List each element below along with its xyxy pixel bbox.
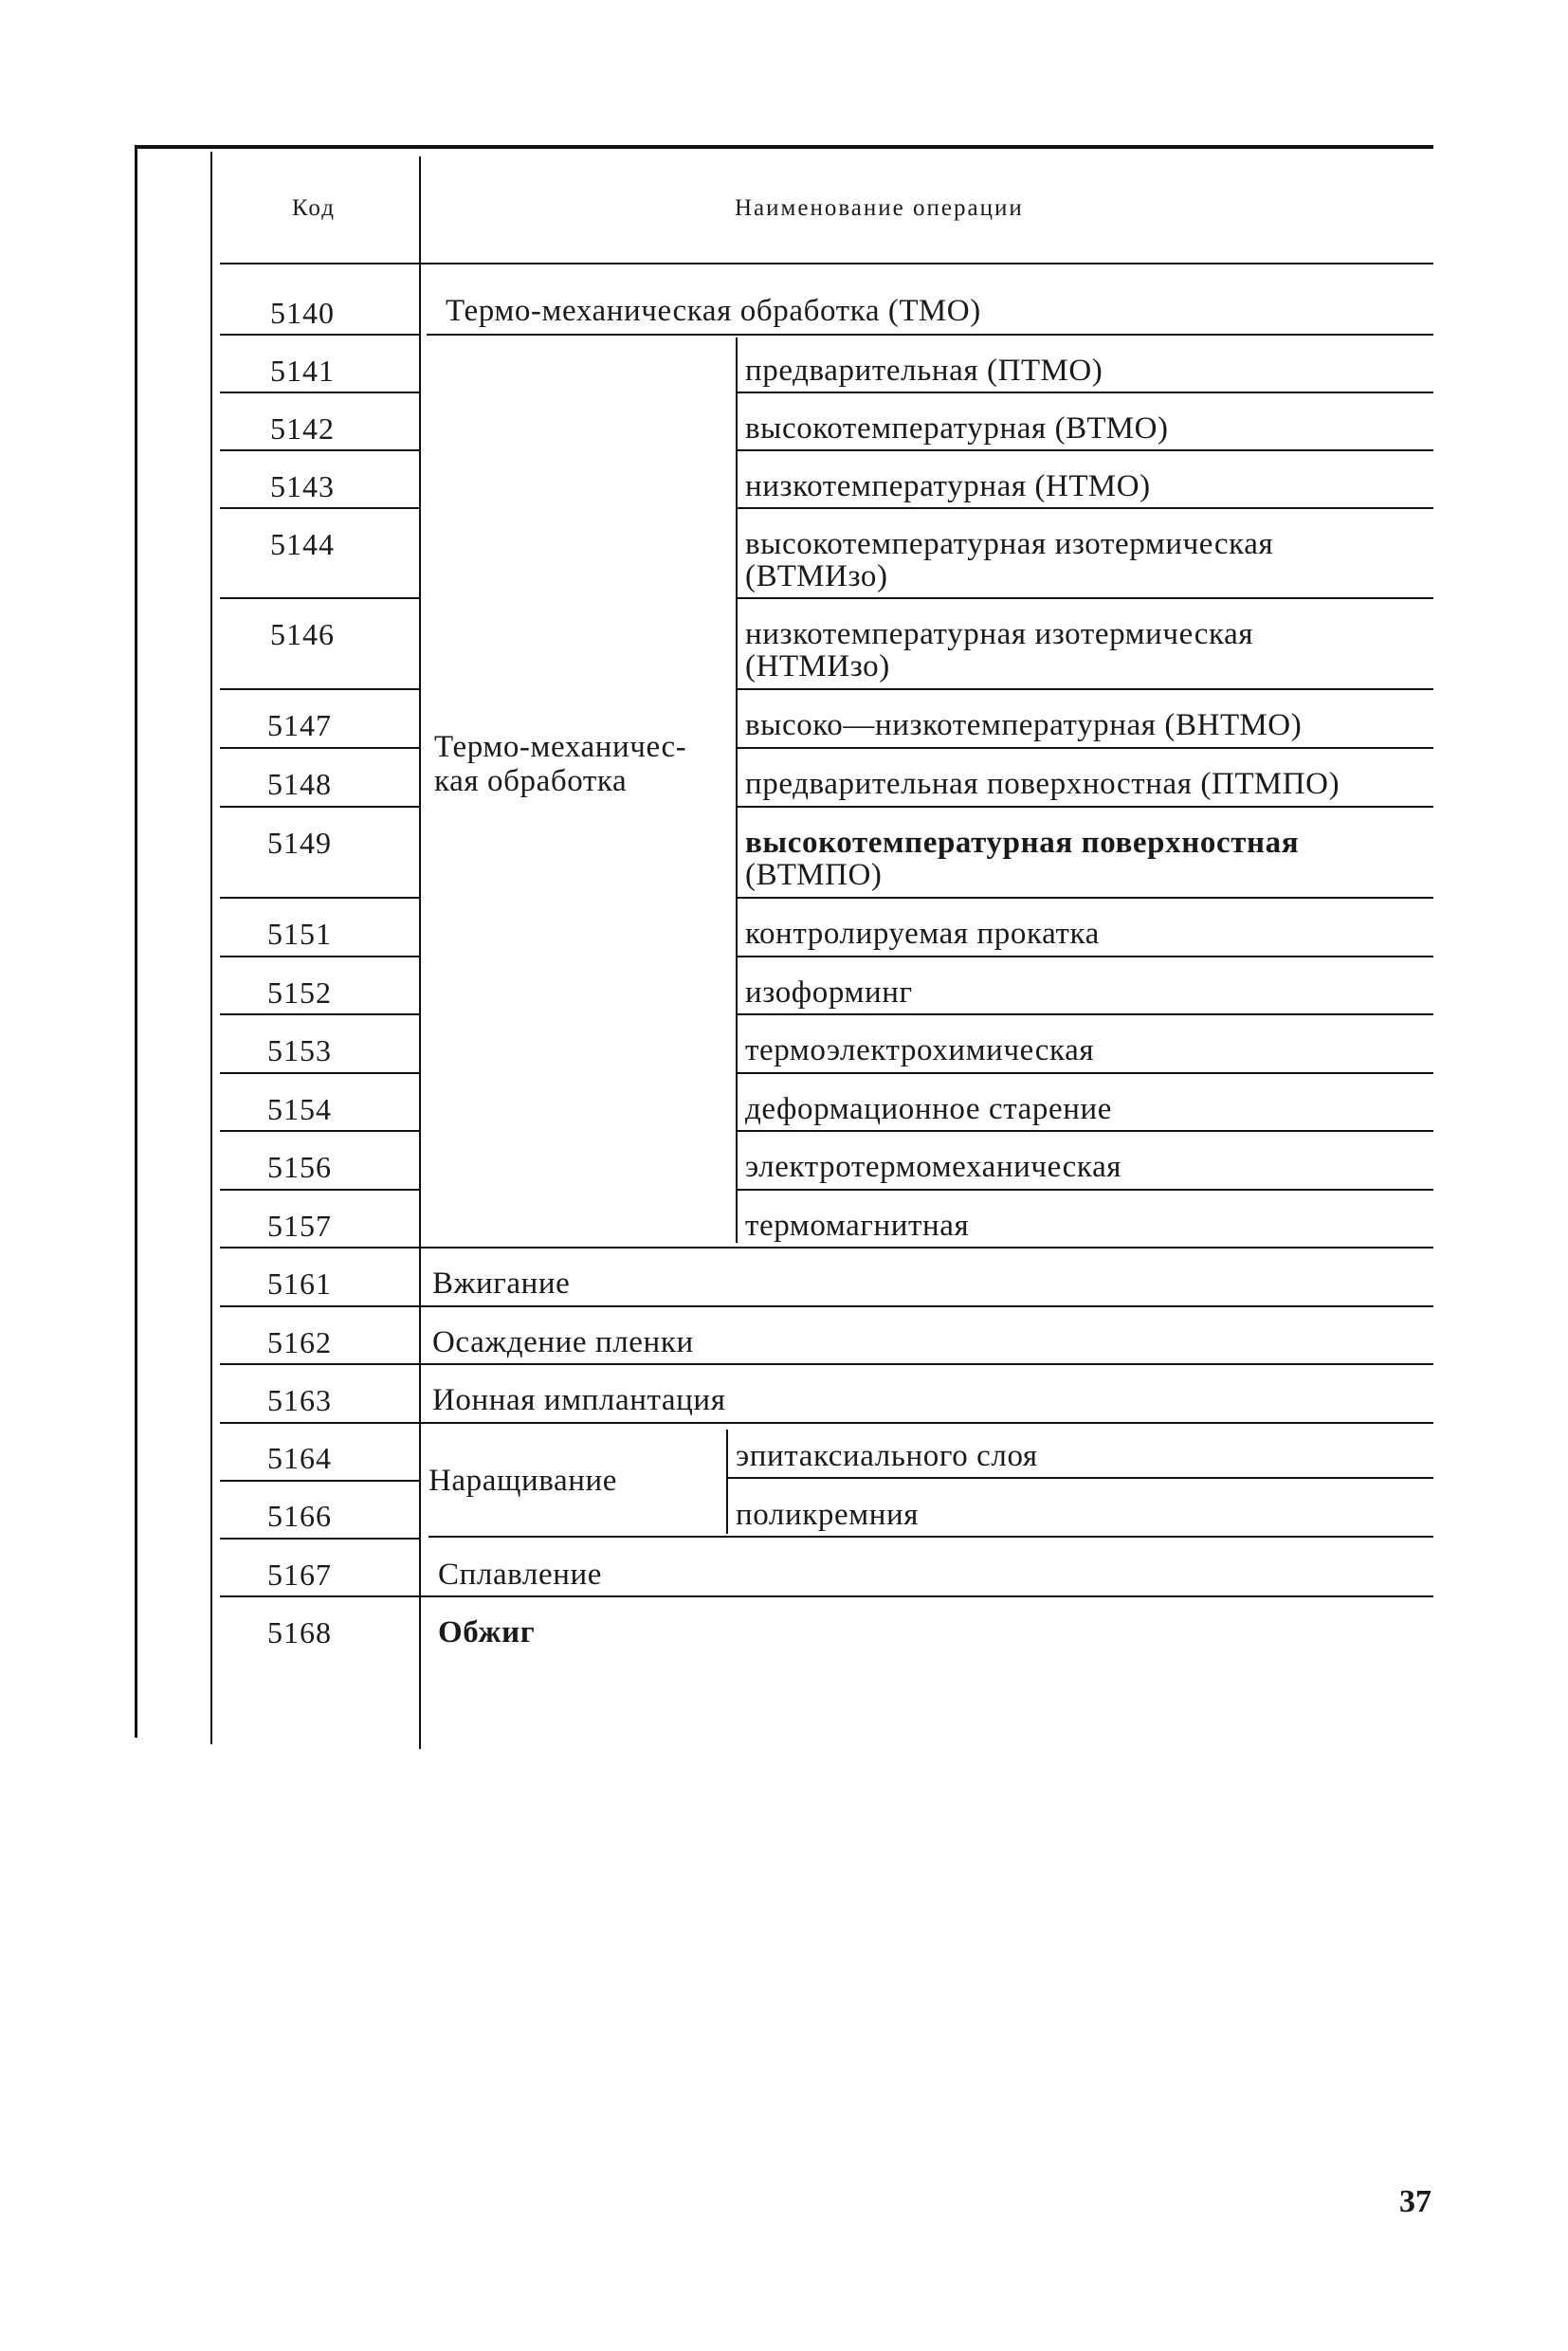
row-rule bbox=[220, 1422, 419, 1424]
row-name-5142: высокотемпературная (ВТМО) bbox=[745, 411, 1169, 446]
operation-name-column-header: Наименование операции bbox=[735, 195, 1024, 221]
row-rule bbox=[220, 956, 419, 957]
row-rule bbox=[738, 392, 1433, 393]
row-name-5167: Сплавление bbox=[438, 1558, 603, 1592]
row-rule bbox=[427, 334, 1433, 336]
page-number: 37 bbox=[1399, 2184, 1431, 2219]
row-name-5146-line-1: низкотемпературная изотермическая bbox=[745, 617, 1254, 651]
row-rule bbox=[738, 897, 1433, 899]
row-name-5162: Осаждение пленки bbox=[432, 1325, 694, 1359]
row-name-5157: термомагнитная bbox=[745, 1209, 970, 1243]
row-rule bbox=[220, 897, 419, 899]
row-rule bbox=[738, 956, 1433, 957]
row-name-5148: предварительная поверхностная (ПТМПО) bbox=[745, 767, 1340, 801]
code-column-right-rule bbox=[419, 156, 421, 1749]
row-rule bbox=[220, 1363, 419, 1365]
row-rule bbox=[421, 1363, 1433, 1365]
row-name-5144-line-2: (ВТМИзо) bbox=[745, 559, 888, 593]
group-label-line-2: кая обработка bbox=[434, 764, 628, 798]
row-code-5166: 5166 bbox=[267, 1499, 332, 1533]
row-name-5161: Вжигание bbox=[432, 1267, 571, 1301]
row-name-5151: контролируемая прокатка bbox=[745, 917, 1100, 951]
row-rule bbox=[421, 1422, 1433, 1424]
row-rule bbox=[220, 1189, 419, 1191]
row-name-5166: поликремния bbox=[736, 1498, 920, 1532]
row-rule bbox=[220, 334, 419, 336]
row-rule bbox=[220, 1072, 419, 1074]
row-name-5154: деформационное старение bbox=[745, 1092, 1112, 1126]
subgroup-divider-growth bbox=[726, 1430, 728, 1534]
row-name-5149-line-2: (ВТМПО) bbox=[745, 858, 883, 892]
row-rule bbox=[728, 1477, 1433, 1479]
row-code-5146: 5146 bbox=[270, 617, 335, 651]
row-code-5151: 5151 bbox=[267, 917, 332, 951]
row-code-5168: 5168 bbox=[267, 1615, 332, 1649]
row-rule bbox=[428, 1536, 1433, 1538]
row-code-5157: 5157 bbox=[267, 1209, 332, 1243]
row-rule bbox=[738, 1072, 1433, 1074]
row-name-5141: предварительная (ПТМО) bbox=[745, 354, 1103, 388]
row-rule bbox=[220, 747, 419, 749]
row-rule bbox=[738, 1013, 1433, 1015]
row-name-5146-line-2: (НТМИзо) bbox=[745, 649, 890, 683]
header-bottom-rule bbox=[220, 263, 1433, 264]
row-code-5156: 5156 bbox=[267, 1150, 332, 1184]
row-code-5153: 5153 bbox=[267, 1033, 332, 1067]
row-code-5140: 5140 bbox=[270, 296, 335, 330]
row-name-5140: Термо-механическая обработка (ТМО) bbox=[446, 294, 981, 328]
row-rule bbox=[220, 449, 419, 451]
row-rule bbox=[738, 507, 1433, 509]
row-rule bbox=[738, 1189, 1433, 1191]
row-name-5164: эпитаксиального слоя bbox=[736, 1439, 1038, 1473]
row-name-5152: изоформинг bbox=[745, 975, 913, 1010]
row-rule bbox=[220, 597, 419, 599]
row-rule bbox=[738, 806, 1433, 808]
row-code-5163: 5163 bbox=[267, 1383, 332, 1417]
row-code-5152: 5152 bbox=[267, 975, 332, 1010]
table-left-edge bbox=[135, 145, 137, 1738]
row-code-5148: 5148 bbox=[267, 767, 332, 801]
subgroup-divider-tmo bbox=[736, 337, 738, 1243]
row-code-5147: 5147 bbox=[267, 708, 332, 742]
row-code-5162: 5162 bbox=[267, 1325, 332, 1359]
row-name-5144-line-1: высокотемпературная изотермическая bbox=[745, 527, 1274, 561]
row-name-5153: термоэлектрохимическая bbox=[745, 1033, 1095, 1067]
row-code-5142: 5142 bbox=[270, 411, 335, 446]
row-rule bbox=[220, 392, 419, 393]
row-code-5143: 5143 bbox=[270, 469, 335, 503]
row-code-5144: 5144 bbox=[270, 527, 335, 561]
row-rule bbox=[220, 688, 419, 690]
row-code-5154: 5154 bbox=[267, 1092, 332, 1126]
row-code-5164: 5164 bbox=[267, 1441, 332, 1475]
row-rule bbox=[220, 1247, 419, 1248]
row-rule bbox=[738, 688, 1433, 690]
row-name-5168: Обжиг bbox=[438, 1615, 536, 1649]
row-rule bbox=[421, 1247, 1433, 1248]
table-top-rule bbox=[135, 145, 1433, 149]
row-rule bbox=[220, 806, 419, 808]
row-rule bbox=[738, 597, 1433, 599]
row-rule bbox=[220, 1480, 419, 1482]
row-rule bbox=[421, 1595, 1433, 1597]
row-rule bbox=[220, 1538, 419, 1540]
row-name-5156: электротермомеханическая bbox=[745, 1150, 1122, 1184]
row-rule bbox=[220, 1595, 419, 1597]
row-rule bbox=[738, 449, 1433, 451]
row-rule bbox=[738, 747, 1433, 749]
row-rule bbox=[220, 507, 419, 509]
code-column-left-rule bbox=[210, 152, 212, 1744]
row-rule bbox=[220, 1013, 419, 1015]
row-code-5149: 5149 bbox=[267, 826, 332, 860]
group-label-line-1: Термо-механичес- bbox=[434, 730, 687, 764]
growth-group-label: Наращивание bbox=[428, 1464, 618, 1498]
row-name-5163: Ионная имплантация bbox=[432, 1383, 726, 1417]
row-rule bbox=[220, 1130, 419, 1132]
code-column-header: Код bbox=[292, 195, 336, 221]
row-rule bbox=[421, 1305, 1433, 1307]
row-name-5147: высоко—низкотемпературная (ВНТМО) bbox=[745, 708, 1303, 742]
row-rule bbox=[220, 1305, 419, 1307]
row-name-5143: низкотемпературная (НТМО) bbox=[745, 469, 1151, 503]
row-rule bbox=[738, 1130, 1433, 1132]
row-code-5141: 5141 bbox=[270, 354, 335, 388]
row-name-5149-line-1: высокотемпературная поверхностная bbox=[745, 826, 1300, 860]
row-code-5161: 5161 bbox=[267, 1267, 332, 1301]
row-code-5167: 5167 bbox=[267, 1558, 332, 1592]
